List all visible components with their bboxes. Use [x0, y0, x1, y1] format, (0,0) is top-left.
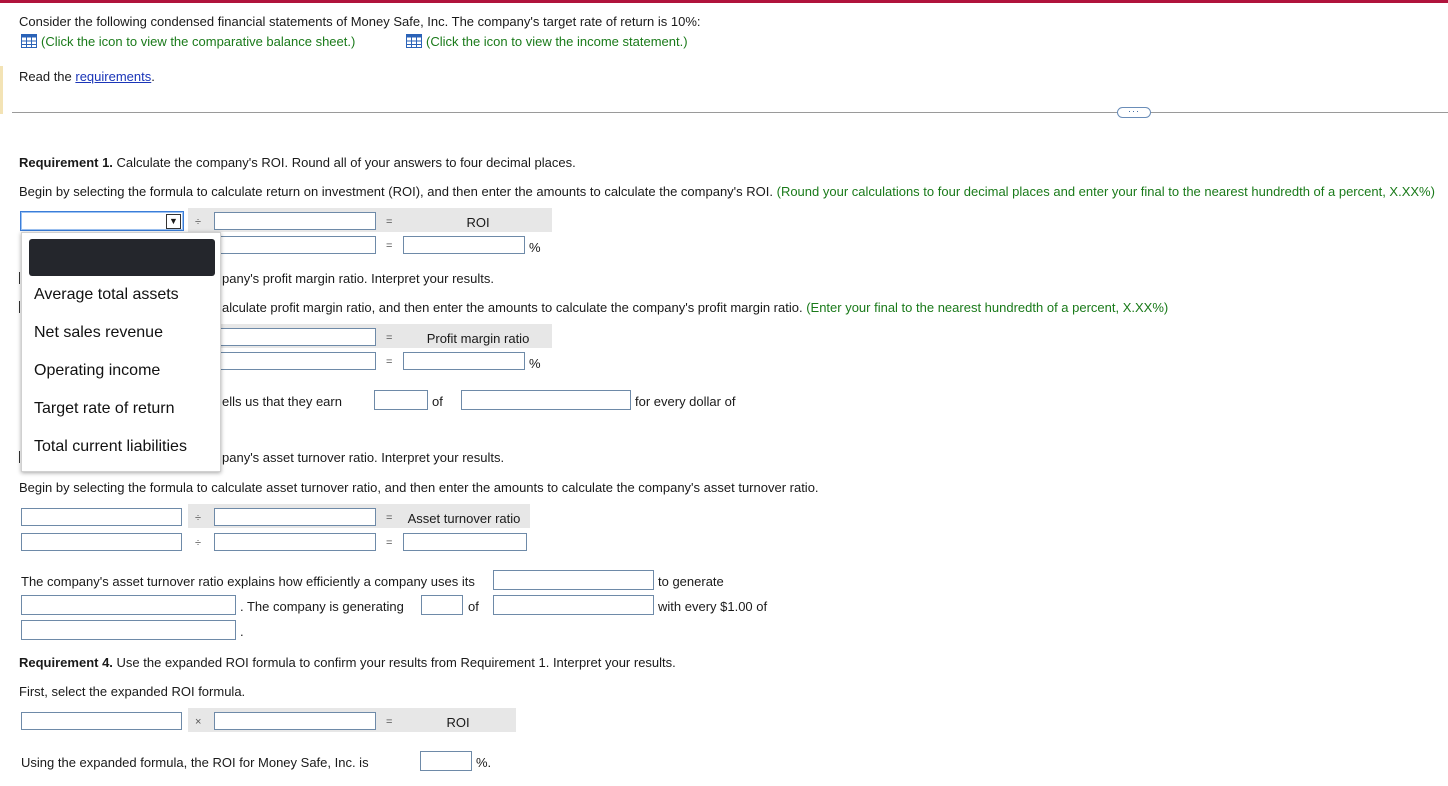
option-operating-income[interactable]: Operating income — [34, 362, 161, 379]
option-average-total-assets[interactable]: Average total assets — [34, 286, 179, 303]
percent-sign: % — [529, 356, 541, 371]
req2-interpretation: ells us that they earn — [222, 394, 342, 409]
of-text: of — [468, 599, 479, 614]
equals-sign: = — [386, 240, 393, 252]
req2-instr-note: (Enter your final to the nearest hundredth of a percent, X.XX%) — [806, 300, 1169, 315]
req3-interpretation-2: . The company is generating — [240, 599, 404, 614]
problem-statement: Consider the following condensed financial statements of Money Safe, Inc. The company's target rate of return is 10%: — [19, 14, 701, 29]
more-options-button[interactable]: ··· — [1117, 107, 1151, 118]
req3-heading: pany's asset turnover ratio. Interpret your results. — [222, 450, 505, 465]
req3-with-every-select[interactable] — [21, 620, 236, 640]
read-prefix: Read the — [19, 69, 76, 84]
req2-instr-text: alculate profit margin ratio, and then enter the amounts to calculate the company's profit margin ratio. — [222, 300, 807, 315]
option-net-sales-revenue[interactable]: Net sales revenue — [34, 324, 163, 341]
req4-instructions: First, select the expanded ROI formula. — [19, 684, 246, 699]
with-every-text: with every $1.00 of — [658, 599, 768, 614]
req2-amount-earned[interactable] — [374, 390, 428, 410]
equals-sign: = — [386, 356, 393, 368]
req3-generate-select[interactable] — [21, 595, 236, 615]
left-margin-marker — [0, 66, 3, 114]
roi-label: ROI — [446, 715, 470, 730]
requirements-link[interactable]: requirements — [75, 69, 152, 84]
req2-amount-2[interactable] — [214, 352, 376, 370]
req2-earn-select[interactable] — [461, 390, 631, 410]
req1-title: Requirement 1. — [19, 155, 113, 170]
read-suffix: . — [151, 69, 155, 84]
req2-instructions — [222, 300, 1168, 315]
req2-heading: pany's profit margin ratio. Interpret your results. — [222, 271, 494, 286]
profit-margin-label: Profit margin ratio — [426, 331, 530, 346]
req1-heading — [19, 155, 576, 170]
divide-sign: ÷ — [195, 216, 202, 228]
of-text: of — [432, 394, 443, 409]
divide-sign: ÷ — [195, 512, 202, 524]
divide-sign: ÷ — [195, 537, 202, 549]
balance-sheet-link[interactable] — [21, 34, 355, 49]
req4-title: Requirement 4. — [19, 655, 113, 670]
req4-roi-input[interactable] — [420, 751, 472, 771]
equals-sign: = — [386, 537, 393, 549]
req3-uses-select[interactable] — [493, 570, 654, 590]
req3-generated-select[interactable] — [493, 595, 654, 615]
equals-sign: = — [386, 716, 393, 728]
req3-amount-2[interactable] — [214, 533, 376, 551]
period-text: . — [240, 624, 244, 639]
to-generate-text: to generate — [658, 574, 724, 589]
req4-formula-select-1[interactable] — [21, 712, 182, 730]
equals-sign: = — [386, 216, 393, 228]
dropdown-highlighted-blank-option[interactable] — [29, 239, 215, 276]
req3-ratio-input[interactable] — [403, 533, 527, 551]
income-statement-link-text[interactable]: (Click the icon to view the income statement.) — [426, 34, 688, 49]
chevron-down-icon[interactable]: ▼ — [166, 214, 181, 229]
req1-roi-input[interactable] — [403, 236, 525, 254]
req2-instr-clip — [19, 301, 20, 313]
option-total-current-liabilities[interactable]: Total current liabilities — [34, 438, 187, 455]
req1-text: Calculate the company's ROI. Round all of your answers to four decimal places. — [112, 155, 576, 170]
req2-formula-select-2[interactable] — [214, 328, 376, 346]
req2-heading-clip — [19, 272, 20, 284]
req3-amount-1[interactable] — [21, 533, 182, 551]
req4-text: Use the expanded ROI formula to confirm your results from Requirement 1. Interpret your results. — [112, 655, 676, 670]
times-sign: × — [195, 716, 202, 728]
req3-formula-select-1[interactable] — [21, 508, 182, 526]
balance-sheet-link-text[interactable]: (Click the icon to view the comparative balance sheet.) — [41, 34, 356, 49]
req1-instructions — [19, 184, 1435, 199]
req2-ratio-input[interactable] — [403, 352, 525, 370]
roi-label: ROI — [466, 215, 490, 230]
table-icon[interactable] — [21, 34, 37, 48]
req1-formula-select-2[interactable] — [214, 212, 376, 230]
req3-formula-select-2[interactable] — [214, 508, 376, 526]
req4-heading — [19, 655, 676, 670]
section-divider — [12, 112, 1448, 113]
req3-interpretation-1: The company's asset turnover ratio explains how efficiently a company uses its — [21, 574, 475, 589]
req3-instructions: Begin by selecting the formula to calculate asset turnover ratio, and then enter the amounts to calculate the company's asset turnover ratio. — [19, 480, 819, 495]
option-target-rate-of-return[interactable]: Target rate of return — [34, 400, 175, 417]
equals-sign: = — [386, 512, 393, 524]
top-accent-bar — [0, 0, 1448, 3]
req1-instr-text: Begin by selecting the formula to calculate return on investment (ROI), and then enter the amounts to calculate the company's ROI. — [19, 184, 777, 199]
for-every-text: for every dollar of — [635, 394, 736, 409]
read-requirements — [19, 69, 155, 84]
income-statement-link[interactable] — [406, 34, 688, 49]
req1-instr-note: (Round your calculations to four decimal places and enter your final to the nearest hundredth of a percent, X.XX%) — [776, 184, 1435, 199]
req1-amount-2[interactable] — [214, 236, 376, 254]
equals-sign: = — [386, 332, 393, 344]
req4-formula-select-2[interactable] — [214, 712, 376, 730]
req1-formula-select-1[interactable] — [20, 211, 184, 231]
req3-heading-clip — [19, 451, 20, 463]
table-icon[interactable] — [406, 34, 422, 48]
percent-sign: % — [529, 240, 541, 255]
asset-turnover-label: Asset turnover ratio — [407, 511, 521, 526]
formula-dropdown-menu — [21, 232, 221, 472]
req4-expanded-text: Using the expanded formula, the ROI for Money Safe, Inc. is — [21, 755, 369, 770]
percent-sign: %. — [476, 755, 492, 770]
req3-amount-generated[interactable] — [421, 595, 463, 615]
